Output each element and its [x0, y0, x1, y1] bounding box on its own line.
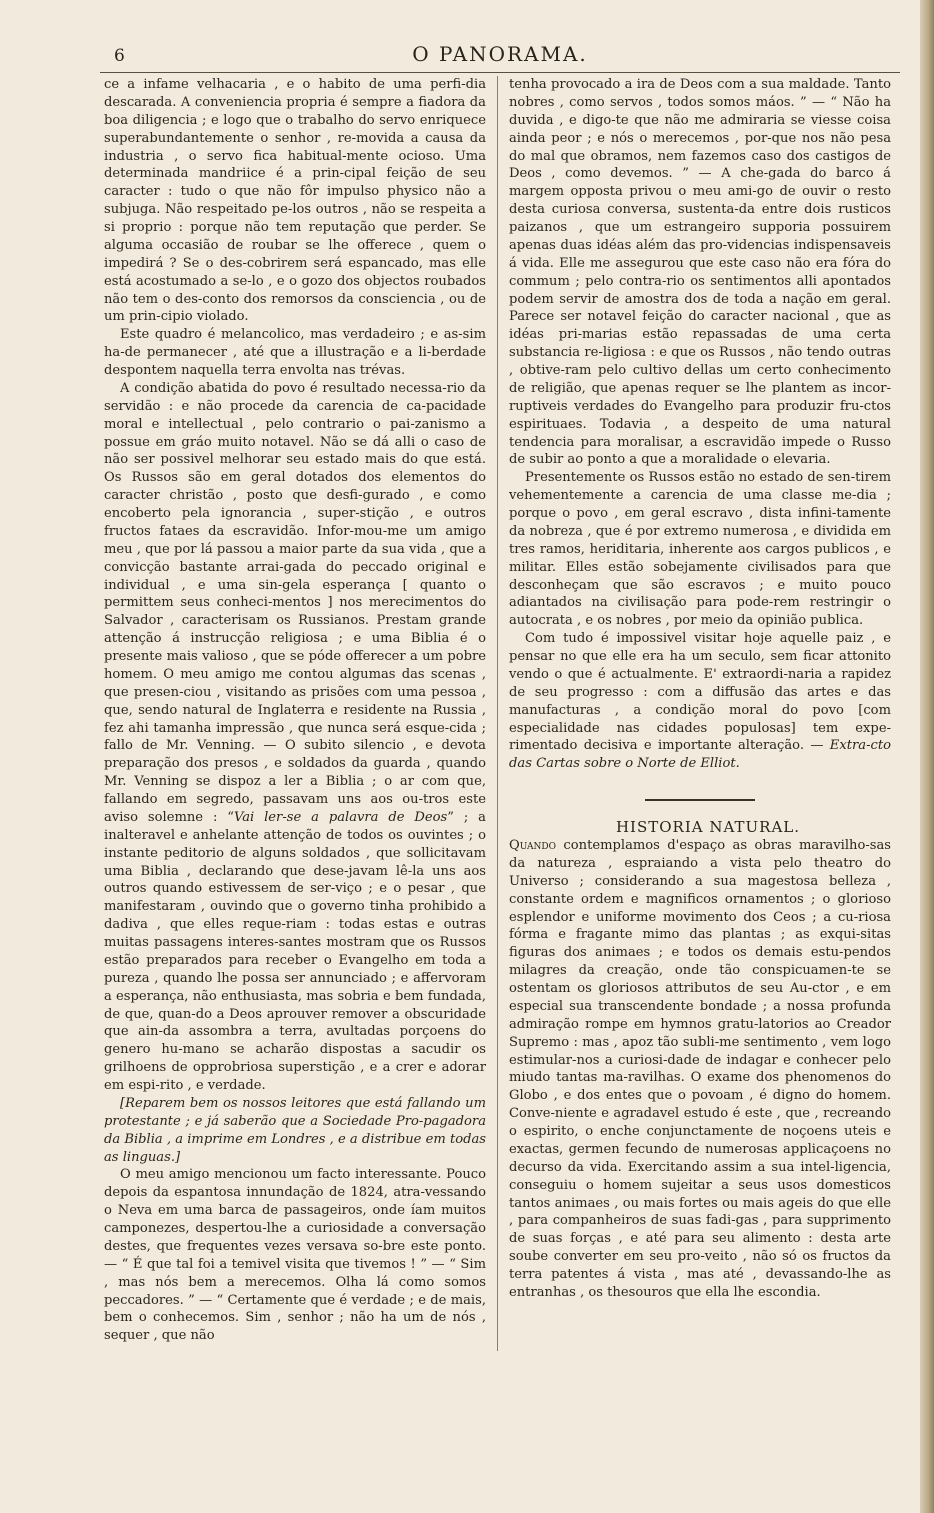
paragraph: Com tudo é impossivel visitar hoje aquelle paiz , e pensar no que elle era ha um seculo, sem ficar attonito vendo o que é actualmente. E' extraordi-naria a rapidez de seu progresso : com a diffusão das artes e das manufacturas , a condição moral do povo [com especialidade nas cidades populosas] tem expe-rimentado decisiva e importante alteração. — Extra-cto das Cartas sobre o Norte de Elliot.: [509, 631, 891, 772]
left-column: [104, 76, 486, 1345]
paragraph: Quando contemplamos d'espaço as obras maravilho-sas da natureza , espraiando a vista pelo theatro do Universo ; considerando a sua magestosa belleza , constante ordem e magnificos ornamentos ; o glorioso esplendor e uniforme movimento dos Ceos ; a cu-riosa fórma e fragante mimo das plantas ; as exqui-sitas figuras dos animaes ; e todos os demais estu-pendos milagres da creação, onde tão conspicuamen-te se ostentam os gloriosos attributos de seu Au-ctor , e em especial sua transcendente bondade ; a nossa profunda admiração rompe em hymnos gratu-latorios ao Creador Supremo : mas , apoz tão subli-me sentimento , vem logo estimular-nos a curiosi-dade de indagar e conhecer pelo miudo tantas ma-ravilhas. O exame dos phenomenos do Globo , e dos entes que o povoam , é digno do homem. Conve-niente e agradavel estudo é este , que , recreando o espirito, o enche conjunctamente de noçoens uteis e exactas, germen fecundo de numerosas applicaçoens no decurso da vida. Exercitando assim a sua intel-ligencia, conseguiu o homem sujeitar a seus usos domesticos tantos animaes , ou mais fortes ou mais ageis do que elle , para companheiros de suas fadi-gas , para supprimento de suas forças , e até para seu alimento : desta arte soube converter em seu pro-veito , não só os fructos da terra patentes á vista , mas até , devassando-lhe as entranhas , os thesouros que ella lhe escondia.: [509, 838, 891, 1300]
paragraph: ce a infame velhacaria , e o habito de uma perfi-dia descarada. A conveniencia propria é sempre a fiadora da boa diligencia ; e logo que o trabalho do servo enriquece superabundantemente o senhor , re-movida a causa da industria , o servo fica habitual-mente ocioso. Uma determinada mandriice é a prin-cipal feição de seu caracter : tudo o que não fôr impulso physico não a subjuga. Não respeitado pe-los outros , não se respeita a si proprio : porque não tem reputação que perder. Se alguma occasião de roubar se lhe offerece , quem o impedirá ? Se o des-cobrirem será espancado, mas elle está acostumado a se-lo , e o gozo dos objectos roubados não tem o des-conto dos remorsos da consciencia , ou de um prin-cipio violado.: [104, 77, 486, 325]
page-header: [100, 40, 900, 72]
paragraph: Este quadro é melancolico, mas verdadeiro ; e as-sim ha-de permanecer , até que a illustração e a li-berdade despontem naquella terra envolta nas trévas.: [104, 327, 486, 378]
editor-note: [Reparem bem os nossos leitores que está fallando um protestante ; e já saberão que a Sociedade Pro-pagadora da Biblia , a imprime em Londres , e a distribue em todas as linguas.]: [104, 1095, 486, 1165]
paragraph: O meu amigo mencionou um facto interessante. Pouco depois da espantosa innundação de 1824, atra-vessando o Neva em uma barca de passageiros, onde íam muitos camponezes, despertou-lhe a curiosidade a conversação destes, que frequentes vezes versava so-bre este ponto. — “ É que tal foi a temivel visita que tivemos ! ” — “ Sim , mas nós bem a merecemos. Olha lá como somos peccadores. ” — “ Certamente que é verdade ; e de mais, bem o conhecemos. Sim , senhor ; não ha um de nós , sequer , que não: [104, 1167, 486, 1344]
paragraph: A condição abatida do povo é resultado necessa-rio da servidão : e não procede da carencia de ca-pacidade moral e intellectual , pelo contrario o pai-zanismo a possue em gráo muito notavel. Não se dá alli o caso de não ser possivel melhorar seu estado mais do que está. Os Russos são em geral dotados dos elementos do caracter christão , posto que desfi-gurado , e como encoberto pela ignorancia , super-stição , e outros fructos fataes da escravidão. Infor-mou-me um amigo meu , que por lá passou a maior parte da sua vida , que a convicção bastante arrai-gada do peccado original e individual , e uma sin-gela esperança [ quanto o permittem seus conheci-mentos ] nos merecimentos do Salvador , caracterisam os Russianos. Prestam grande attenção á instrucção religiosa ; e uma Biblia é o presente mais valioso , que se póde offerecer a um pobre homem. O meu amigo me contou algumas das scenas , que presen-ciou , visitando as prisões com uma pessoa , que, sendo natural de Inglaterra e residente na Russia , fez ahi tamanha impressão , que nunca será esque-cida ; fallo de Mr. Venning. — O subito silencio , e devota preparação dos presos , e soldados da guarda , quando Mr. Venning se dispoz a ler a Biblia ; o ar com que, fallando em segredo, passavam uns aos ou-tros este aviso solemne : “Vai ler-se a palavra de Deos” ; a inalteravel e anhelante attenção de todos os ouvintes ; o instante peditorio de alguns soldados , que sollicitavam uma Biblia , declarando que dese-javam lê-la uns aos outros quando estivessem de ser-viço ; e o pesar , que manifestaram , ouvindo que o governo tinha prohibido a dadiva , que elles reque-riam : todas estas e outras muitas passagens interes-santes mostram que os Russos estão preparados para receber o Evangelho em toda a pureza , quando lhe possa ser annunciado ; e affervoram a esperança, não enthusiasta, mas sobria e bem fundada, de que, quan-do a Deos aprouver remover a obscuridade que ain-da assombra a terra, avultadas porçoens do genero hu-mano se acharão dispostas a sacudir os grilhoens de opprobriosa superstição , e a crer e adorar em espi-rito , e verdade.: [104, 380, 486, 1093]
section-heading: HISTORIA NATURAL.: [615, 818, 801, 837]
paragraph: tenha provocado a ira de Deos com a sua maldade. Tanto nobres , como servos , todos somos máos. ” — “ Não ha duvida , e digo-te que não me admiraria se viesse coisa ainda peor ; e nós o merecemos , por-que nos não pesa do mal que obramos, nem fazemos caso dos castigos de Deos , como devemos. ” — A che-gada do barco á margem opposta privou o meu ami-go de ouvir o resto desta curiosa conversa, sustenta-da entre dois rusticos paizanos , que um estrangeiro supporia possuirem apenas duas idéas além das pro-videncias indispensaveis á vida. Elle me assegurou que este caso não era fóra do commum ; pelo contra-rio os sentimentos alli apontados podem servir de amostra dos de toda a nação em geral. Parece ser notavel feição do caracter nacional , que as idéas pri-marias estão repassadas de uma certa substancia re-ligiosa : e que os Russos , não tendo outras , obtive-ram pelo cultivo dellas um certo conhecimento de religião, que apenas requer se lhe plantem as incor-ruptiveis verdades do Evangelho para produzir fru-ctos espirituaes. Todavia , a despeito de uma natural tendencia para moralisar, a escravidão impede o Russo de subir ao ponto a que a moralidade o elevaria.: [509, 77, 891, 468]
column-divider: [497, 76, 498, 1351]
page-edge: [920, 0, 934, 1513]
header-rule: [100, 72, 900, 73]
right-column: [509, 76, 891, 1302]
section-divider: [645, 799, 755, 801]
page-number: 6: [114, 46, 125, 66]
page-title: O PANORAMA.: [412, 42, 588, 66]
paragraph: Presentemente os Russos estão no estado de sen-tirem vehementemente a carencia de uma classe me-dia ; porque o povo , em geral escravo , dista infini-tamente da nobreza , que é por extremo numerosa , e dividida em tres ramos, heriditaria, inherente aos cargos publicos , e militar. Elles estão sobejamente civilisados para que desconheçam que são escravos ; e muito pouco adiantados na civilisação para pode-rem restringir o autocrata , e os nobres , por meio da opinião publica.: [509, 470, 891, 629]
